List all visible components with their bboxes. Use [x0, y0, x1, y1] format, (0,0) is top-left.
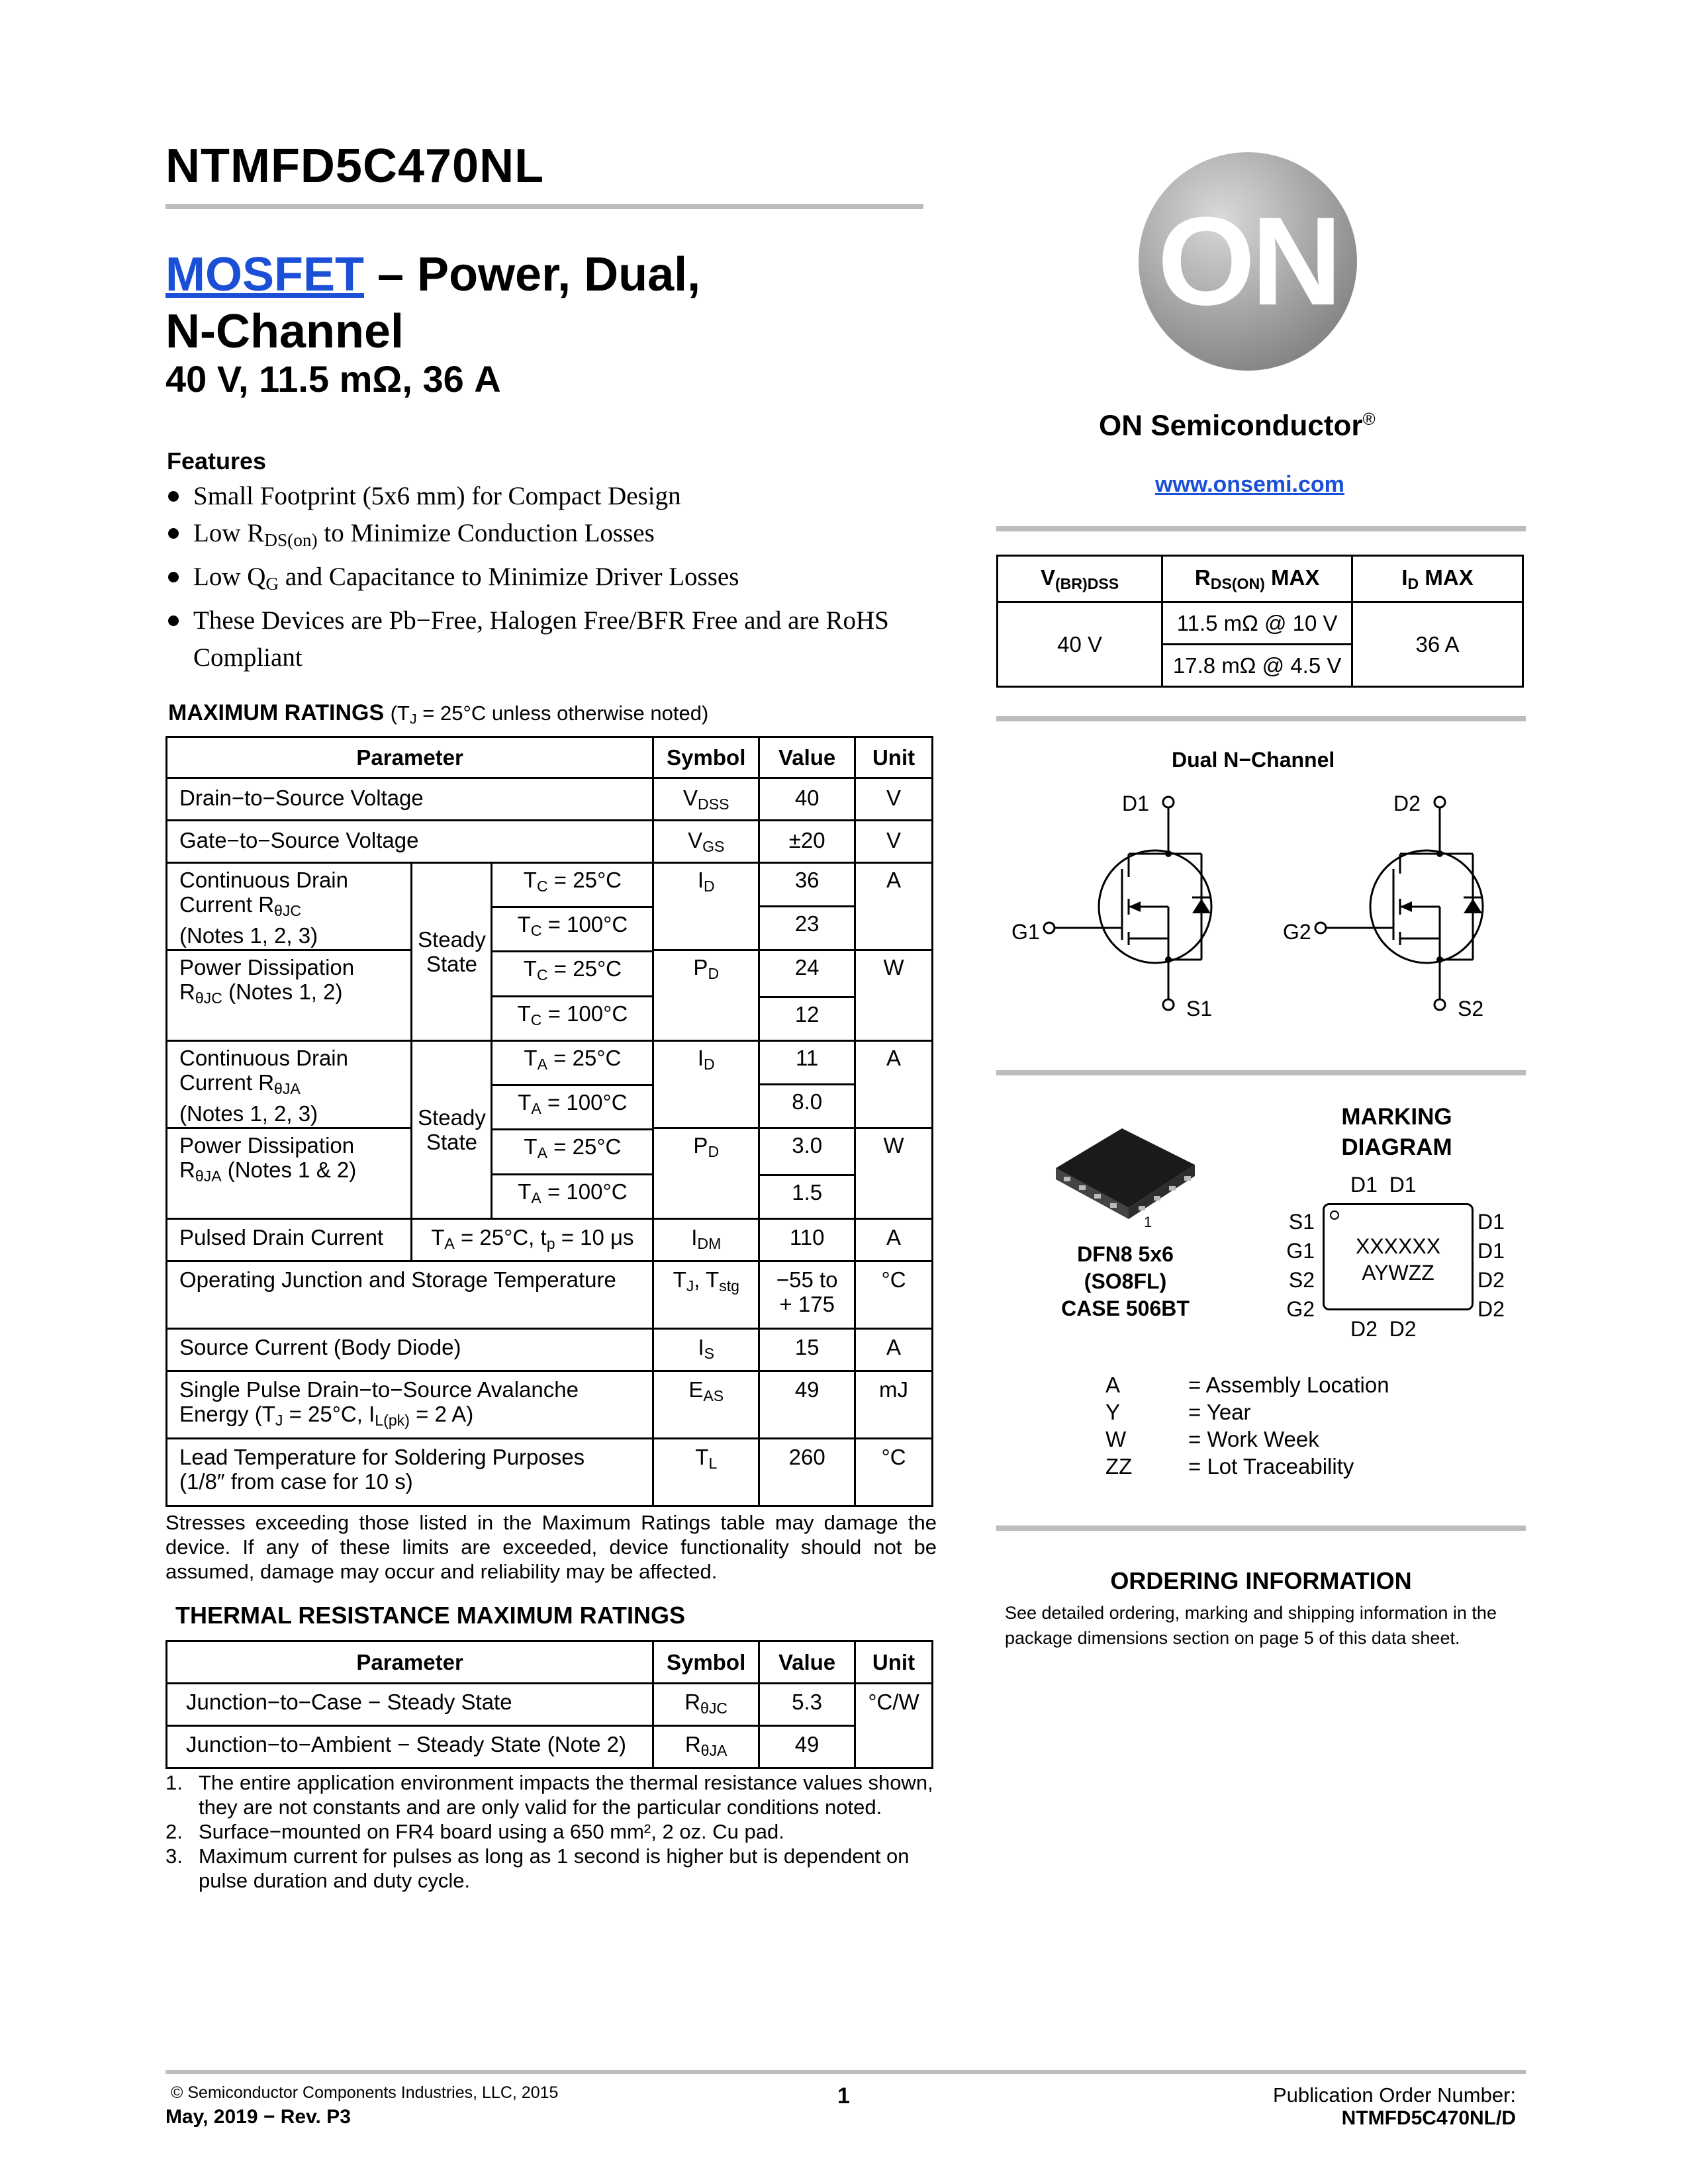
- marking-bottom-pins: D2 D2: [1350, 1317, 1417, 1341]
- marking-left-pins: S1 G1 S2 G2: [1286, 1210, 1315, 1321]
- max-ratings-table: Parameter Symbol Value Unit Drain−to−Source Voltage $V_{DSS}$ 40 V Gate−to−Source Voltage $V_{GS}$ ±20 V Continuous Drain Current $R_{\theta JC}$ (Notes 1, 2, 3) Steady State $T_C = 25^\circ C$ $T_C = 100^\circ C$ $T_C = 25^\circ C$ $T_C = 100^\circ C$ $I_D$ 36 A 23 Power Dissipation $R_{\theta JC}$ (Notes 1, 2) $P_D$ 24 W 12 Continuous Drain Current $R_{\theta JA}$ (Notes 1, 2, 3) Steady State $T_A = 25^\circ C$ $T_A = 100^\circ C$ $T_A = 25^\circ C$ $T_A = 100^\circ C$ $I_D$ 11 A 8.0 Power Dissipation $R_{\theta JA}$ (Notes 1 & 2) $P_D$ 3.0 W 1.5 Pulsed Drain Current $T_A = 25^\circ C$, $t_p = 10$ μs $I_{DM}$ 110 A Operating Junction and Storage Temperature $T_J$, $T_{stg}$ −55 to + 175 °C Source Current (Body Diode) $I_S$ 15 A Single Pulse Drain−to−Source Avalanche Energy ($T_J = 25^\circ C$, $I_{L(pk)} = 2$ A) $E_{AS}$ 49 mJ Lead Temperature for Soldering Purposes (1/8″ from case for 10 s) $T_L$ 260 °C: [165, 736, 933, 1507]
- marking-chip: [1323, 1203, 1474, 1310]
- table-row: Power Dissipation $R_{\theta JA}$ (Notes 1 & 2) $P_D$ 3.0 W: [167, 1128, 933, 1175]
- pin-label: D1: [1122, 792, 1149, 815]
- table-row: Gate−to−Source Voltage $V_{GS}$ ±20 V: [167, 821, 933, 863]
- pub-label: Publication Order Number:: [1273, 2083, 1516, 2107]
- subtitle: 40 V, 11.5 mΩ, 36 A: [165, 358, 501, 400]
- features-list: [167, 478, 961, 676]
- rds-value-2: 17.8 mΩ @ 4.5 V: [1162, 645, 1352, 687]
- marking-top-pins: D1 D1: [1350, 1173, 1417, 1197]
- table-row: Junction−to−Ambient − Steady State (Note 2) $R_{\theta JA}$ 49: [167, 1726, 933, 1768]
- note-item: 3. Maximum current for pulses as long as 1 second is higher but is dependent on pulse duration and duty cycle.: [165, 1844, 910, 1892]
- divider: [996, 1525, 1526, 1531]
- on-logo: ON: [1139, 152, 1357, 371]
- title-rule: [165, 204, 923, 209]
- thermal-heading: THERMAL RESISTANCE MAXIMUM RATINGS: [175, 1602, 685, 1629]
- stress-note: Stresses exceeding those listed in the Maximum Ratings table may damage the device. If any of these limits are exceeded, device functionality should not be assumed, damage may occur and reliability may be affected.: [165, 1511, 937, 1583]
- marking-legend: A = Assembly Location Y = Year W = Work Week ZZ = Lot Traceability: [1105, 1373, 1389, 1479]
- ordering-text: See detailed ordering, marking and shipping information in the package dimensions section on page 5 of this data sheet.: [1005, 1603, 1497, 1648]
- table-row: Junction−to−Case − Steady State $R_{\theta JC}$ 5.3 °C/W: [167, 1684, 933, 1726]
- table-row: Continuous Drain Current $R_{\theta JC}$ (Notes 1, 2, 3) Steady State $T_C = 25^\circ C$ $T_C = 100^\circ C$ $T_C = 25^\circ C$ $T_C = 100^\circ C$ $I_D$ 36 A: [167, 863, 933, 907]
- col-unit: Unit: [855, 737, 933, 778]
- note-item: 2. Surface−mounted on FR4 board using a 650 mm², 2 oz. Cu pad.: [165, 1820, 784, 1843]
- title-line2: N-Channel: [165, 305, 404, 358]
- vbr-value: 40 V: [998, 602, 1162, 687]
- title-rest: – Power, Dual,: [364, 248, 701, 301]
- circuit-title: Dual N−Channel: [1172, 748, 1335, 772]
- col-symbol: Symbol: [653, 737, 759, 778]
- pin-label: S1: [1186, 997, 1213, 1021]
- table-row: Drain−to−Source Voltage $V_{DSS}$ 40 V: [167, 778, 933, 821]
- rds-value-1: 11.5 mΩ @ 10 V: [1162, 602, 1352, 645]
- id-value: 36 A: [1352, 602, 1523, 687]
- table-row: Operating Junction and Storage Temperature $T_J$, $T_{stg}$ −55 to + 175 °C: [167, 1261, 933, 1329]
- table-row: Pulsed Drain Current $T_A = 25^\circ C$, $t_p = 10$ μs $I_{DM}$ 110 A: [167, 1219, 933, 1261]
- divider: [996, 1070, 1526, 1075]
- marking-code-1: XXXXXX: [1355, 1234, 1441, 1258]
- package-name: DFN8 5x6 (SO8FL) CASE 506BT: [1061, 1242, 1190, 1320]
- copyright: © Semiconductor Components Industries, LLC, 2015: [171, 2083, 559, 2102]
- notes: [165, 1770, 937, 1893]
- marking-right-pins: D1 D1 D2 D2: [1477, 1210, 1505, 1321]
- feature-item: Small Footprint (5x6 mm) for Compact Design: [167, 478, 961, 515]
- part-number: NTMFD5C470NL: [165, 140, 545, 193]
- ordering-heading: ORDERING INFORMATION: [1110, 1567, 1412, 1594]
- footer-rule: [165, 2070, 1526, 2074]
- feature-item: Low $Q_G$ and Capacitance to Minimize Driver Losses: [167, 559, 961, 602]
- features-heading: Features: [167, 447, 267, 475]
- dual-mosfet-schematic: [996, 774, 1526, 1039]
- note-item: 1. The entire application environment impacts the thermal resistance values shown, they are not constants and are only valid for the particular conditions noted.: [165, 1771, 933, 1819]
- feature-item: These Devices are Pb−Free, Halogen Free/BFR Free and are RoHS Compliant: [167, 602, 961, 676]
- pin1-marker: 1: [1144, 1214, 1152, 1230]
- divider: [996, 716, 1526, 721]
- col-value: Value: [759, 737, 855, 778]
- revision-date: May, 2019 − Rev. P3: [165, 2106, 351, 2128]
- table-row: Lead Temperature for Soldering Purposes (1/8″ from case for 10 s) $T_L$ 260 °C: [167, 1439, 933, 1506]
- dfn8-package-image: [1049, 1125, 1201, 1231]
- table-row: Single Pulse Drain−to−Source Avalanche Energy ($T_J = 25^\circ C$, $I_{L(pk)} = 2$ A) $E_{AS}$ 49 mJ: [167, 1371, 933, 1439]
- ratings-summary-table: $V_{(BR)DSS}$ $R_{DS(ON)}$ MAX $I_D$ MAX 40 V 11.5 mΩ @ 10 V 36 A 17.8 mΩ @ 4.5 V: [996, 555, 1524, 688]
- max-ratings-heading: MAXIMUM RATINGS ($T_J = 25^\circ C$ unless otherwise noted): [168, 700, 709, 727]
- table-row: Continuous Drain Current $R_{\theta JA}$ (Notes 1, 2, 3) Steady State $T_A = 25^\circ C$ $T_A = 100^\circ C$ $T_A = 25^\circ C$ $T_A = 100^\circ C$ $I_D$ 11 A: [167, 1041, 933, 1085]
- marking-code-2: AYWZZ: [1362, 1261, 1434, 1285]
- feature-item: Low $R_{DS(on)}$ to Minimize Conduction Losses: [167, 515, 961, 559]
- pub-number: NTMFD5C470NL/D: [1341, 2107, 1516, 2129]
- pin-label: G2: [1283, 920, 1311, 944]
- thermal-table: Parameter Symbol Value Unit Junction−to−Case − Steady State $R_{\theta JC}$ 5.3 °C/W Junction−to−Ambient − Steady State (Note 2) $R_{\theta JA}$ 49: [165, 1640, 933, 1769]
- brand-name: ON Semiconductor®: [1099, 409, 1376, 442]
- pin-label: G1: [1011, 920, 1040, 944]
- page-title: [165, 246, 700, 360]
- page-number: 1: [837, 2083, 850, 2109]
- col-parameter: Parameter: [167, 737, 653, 778]
- divider: [996, 526, 1526, 531]
- mosfet-link[interactable]: MOSFET: [165, 248, 364, 301]
- table-row: Power Dissipation $R_{\theta JC}$ (Notes 1, 2) $P_D$ 24 W: [167, 950, 933, 997]
- marking-title: MARKING DIAGRAM: [1341, 1104, 1452, 1160]
- website-link[interactable]: www.onsemi.com: [1155, 472, 1344, 497]
- table-row: Source Current (Body Diode) $I_S$ 15 A: [167, 1329, 933, 1371]
- pin-label: D2: [1393, 792, 1421, 815]
- pin-label: S2: [1458, 997, 1484, 1021]
